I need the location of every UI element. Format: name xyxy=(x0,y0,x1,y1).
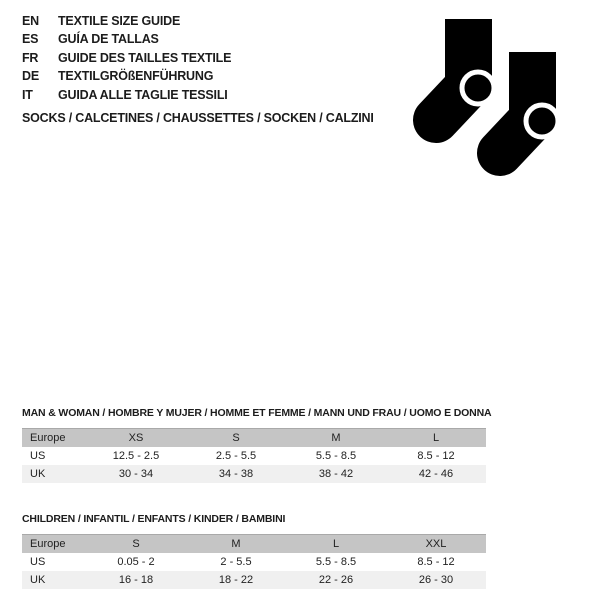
size-cell: 26 - 30 xyxy=(418,574,454,586)
size-cell: 34 - 38 xyxy=(218,468,254,480)
row-label: UK xyxy=(30,574,46,586)
language-code: IT xyxy=(22,87,33,102)
language-code: ES xyxy=(22,32,39,47)
table-row-us xyxy=(22,447,486,465)
language-row-es xyxy=(22,30,231,48)
table-header-row xyxy=(22,535,486,554)
socks-icon xyxy=(400,8,570,188)
table-row-us xyxy=(22,553,486,571)
column-header: S xyxy=(232,432,240,444)
size-cell: 8.5 - 12 xyxy=(417,450,455,462)
size-cell: 42 - 46 xyxy=(418,468,454,480)
size-cell: 8.5 - 12 xyxy=(417,556,455,568)
column-header: L xyxy=(432,432,440,444)
language-label: TEXTILGRÖßENFÜHRUNG xyxy=(58,69,214,84)
column-header: M xyxy=(331,432,341,444)
column-header: XS xyxy=(128,432,144,444)
table-title: CHILDREN / INFANTIL / ENFANTS / KINDER / BAMBINI xyxy=(22,513,286,525)
column-header: M xyxy=(231,538,241,550)
language-label: GUIDA ALLE TAGLIE TESSILI xyxy=(58,87,228,102)
size-table-man-woman xyxy=(22,407,492,483)
table-header-row xyxy=(22,429,486,448)
row-label: US xyxy=(30,450,46,462)
size-cell: 5.5 - 8.5 xyxy=(315,450,357,462)
size-table-children xyxy=(22,513,486,589)
column-header: XXL xyxy=(425,538,447,550)
column-header: L xyxy=(332,538,340,550)
language-row-de xyxy=(22,67,231,85)
language-row-fr xyxy=(22,49,231,67)
table-row-uk xyxy=(22,571,486,589)
language-label: TEXTILE SIZE GUIDE xyxy=(58,14,181,28)
language-label: GUÍA DE TALLAS xyxy=(58,32,159,47)
language-code: FR xyxy=(22,50,39,65)
language-code: DE xyxy=(22,69,39,84)
language-list xyxy=(22,12,231,104)
language-label: GUIDE DES TAILLES TEXTILE xyxy=(58,50,232,65)
table-row-uk xyxy=(22,465,486,483)
language-row-it xyxy=(22,86,231,104)
row-label: UK xyxy=(30,468,46,480)
size-cell: 22 - 26 xyxy=(318,574,354,586)
size-cell: 16 - 18 xyxy=(118,574,154,586)
row-label: US xyxy=(30,556,46,568)
size-cell: 0.05 - 2 xyxy=(117,556,155,568)
size-cell: 12.5 - 2.5 xyxy=(112,450,160,462)
category-title: SOCKS / CALCETINES / CHAUSSETTES / SOCKEN / CALZINI xyxy=(22,111,374,125)
table-title: MAN & WOMAN / HOMBRE Y MUJER / HOMME ET FEMME / MANN UND FRAU / UOMO E DONNA xyxy=(22,407,492,419)
size-cell: 30 - 34 xyxy=(118,468,154,480)
size-cell: 2.5 - 5.5 xyxy=(215,450,257,462)
column-header: Europe xyxy=(30,538,66,550)
column-header: Europe xyxy=(30,432,66,444)
language-row-en xyxy=(22,12,231,30)
language-code: EN xyxy=(22,14,39,28)
size-cell: 38 - 42 xyxy=(318,468,354,480)
size-cell: 2 - 5.5 xyxy=(220,556,252,568)
column-header: S xyxy=(132,538,140,550)
size-cell: 5.5 - 8.5 xyxy=(315,556,357,568)
size-cell: 18 - 22 xyxy=(218,574,254,586)
